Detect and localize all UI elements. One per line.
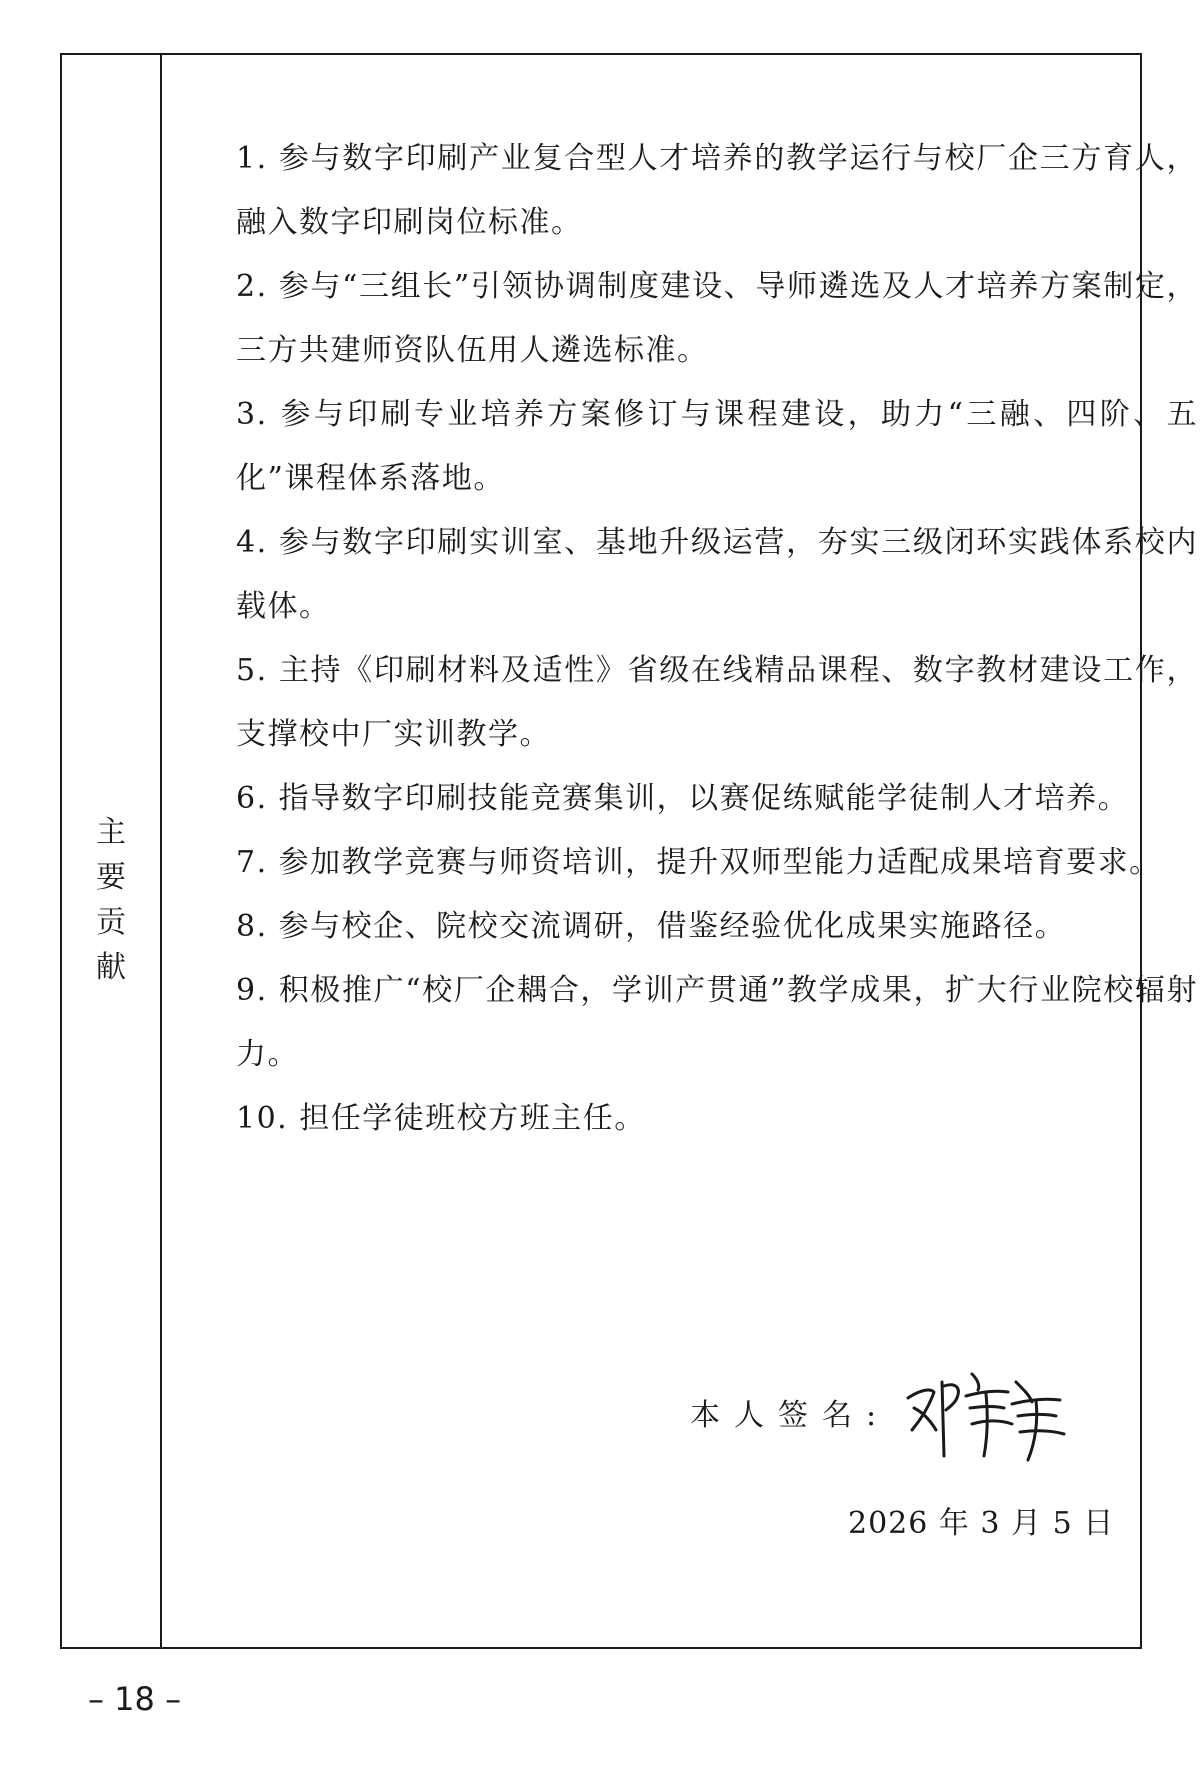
list-item: 1. 参与数字印刷产业复合型人才培养的教学运行与校厂企三方育人，融入数字印刷岗位标准。 (236, 141, 1198, 240)
signature-label: 本人签名: (690, 1398, 891, 1433)
row-label-char: 献 (96, 950, 126, 985)
list-item: 2. 参与“三组长”引领协调制度建设、导师遴选及人才培养方案制定，三方共建师资队伍用人遴选标准。 (236, 269, 1198, 368)
row-label-char: 要 (96, 860, 126, 895)
list-item: 10. 担任学徒班校方班主任。 (236, 1101, 646, 1136)
row-label-cell (62, 55, 162, 1647)
list-item: 4. 参与数字印刷实训室、基地升级运营，夯实三级闭环实践体系校内载体。 (236, 525, 1198, 624)
row-label-char: 主 (96, 815, 126, 850)
list-item: 8. 参与校企、院校交流调研，借鉴经验优化成果实施路径。 (236, 909, 1067, 944)
handwritten-signature (900, 1360, 1070, 1470)
page-number: – 18 – (88, 1680, 182, 1718)
list-item: 6. 指导数字印刷技能竞赛集训，以赛促练赋能学徒制人才培养。 (236, 781, 1130, 816)
list-item: 5. 主持《印刷材料及适性》省级在线精品课程、数字教材建设工作，支撑校中厂实训教学。 (236, 653, 1198, 752)
row-label (62, 810, 160, 990)
contribution-list (236, 127, 1198, 1151)
signing-date: 2026 年 3 月 5 日 (848, 1506, 1115, 1541)
row-label-char: 贡 (96, 905, 126, 940)
list-item: 3. 参与印刷专业培养方案修订与课程建设，助力“三融、四阶、五化”课程体系落地。 (236, 397, 1198, 496)
list-item: 7. 参加教学竞赛与师资培训，提升双师型能力适配成果培育要求。 (236, 845, 1161, 880)
list-item: 9. 积极推广“校厂企耦合，学训产贯通”教学成果，扩大行业院校辐射力。 (236, 973, 1198, 1072)
